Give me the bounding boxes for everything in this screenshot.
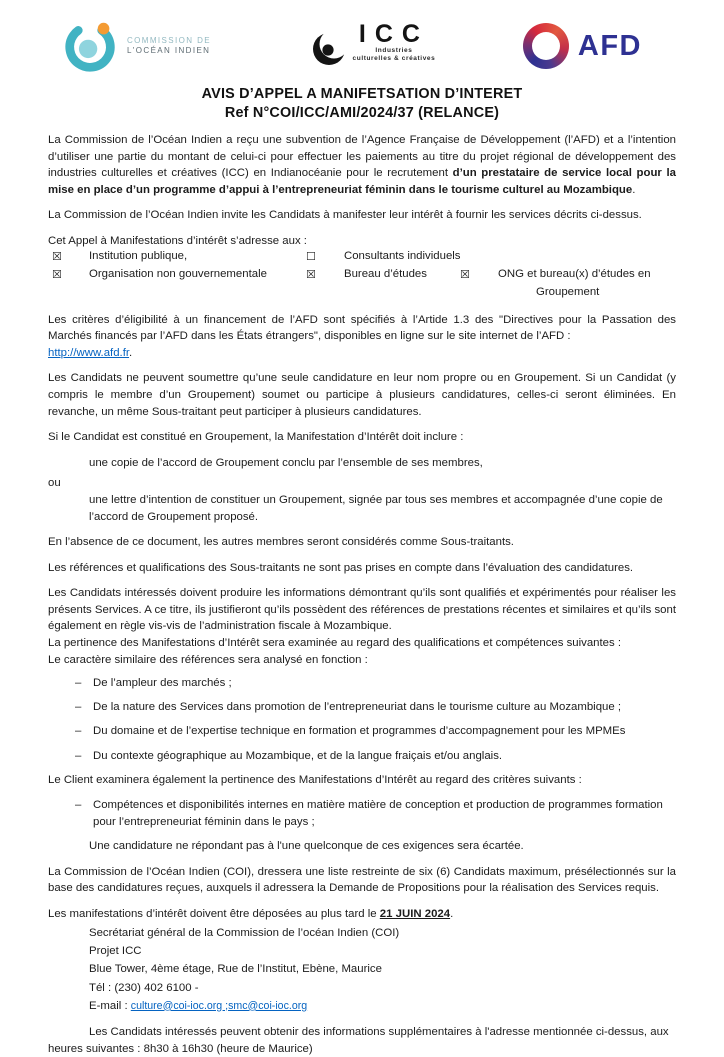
dash-marker: – [75, 701, 82, 714]
checkbox-bureau-etudes: ☒ [306, 267, 316, 281]
checkbox-intro: Cet Appel à Manifestations d’intérêt s’adresse aux : [48, 234, 307, 247]
paragraph-deadline [48, 906, 676, 923]
contact-phone: Tél : (230) 402 6100 - [89, 981, 199, 994]
paragraph-absence-document: En l’absence de ce document, les autres membres seront considérés comme Sous-traitants. [48, 536, 514, 549]
paragraph-references-sous-traitants: Les références et qualifications des Sous-traitants ne sont pas prises en compte dans l’évaluation des candidatures. [48, 561, 634, 574]
afd-ring-icon [523, 23, 569, 69]
checkbox-label-ong-bureau-groupement: ONG et bureau(x) d’études en [498, 267, 651, 280]
coi-logo-text [127, 36, 211, 56]
checkbox-organisation-non-gouvernementale: ☒ [52, 267, 62, 281]
paragraph-subvention-bold: d’un prestataire de service local pour la mise en place d’un programme d’appui à l’entrepreneuriat féminin dans le tourisme culturel au Mozambique [48, 167, 676, 196]
coi-logo-line2: L'OCÉAN INDIEN [127, 46, 211, 55]
contact-email-line [89, 998, 676, 1015]
coi-swirl-icon [62, 17, 120, 75]
paragraph-caractere-similaire: Le caractère similaire des références sera analysé en fonction : [48, 653, 368, 666]
checkbox-consultants-individuels: ☐ [306, 249, 316, 263]
paragraph-candidature-ecartee: Une candidature ne répondant pas à l'une quelconque de ces exigences sera écartée. [89, 839, 524, 852]
afd-logo-title: AFD [577, 29, 642, 62]
coi-logo-line1: COMMISSION DE [127, 36, 211, 45]
contact-email-link[interactable]: culture@coi-ioc.org ;smc@coi-ioc.org [130, 999, 308, 1012]
document-title [48, 85, 676, 123]
client-criteria-item-text: Compétences et disponibilités internes en matière matière de conception et production de programmes formation pour l’entrepreneuriat féminin dans le pays ; [93, 799, 663, 828]
deadline-date: 21 JUIN 2024 [379, 907, 451, 920]
paragraph-criteres-text: Les critères d’éligibilité à un financement de l’AFD sont spécifiés à l’Artide 1.3 des "Directives pour la Passation des Marchés financés par l’AFD dans les États étrangers", disponibles en ligne sur le site internet de l’AFD : [48, 313, 676, 343]
dash-marker: – [75, 749, 82, 762]
contact-secretariat: Secrétariat général de la Commission de l’océan Indien (COI) [89, 927, 400, 940]
checkbox-institution-publique: ☒ [52, 249, 62, 263]
checkbox-label-organisation-non-gouvernementale: Organisation non gouvernementale [89, 267, 267, 280]
deadline-end: . [450, 907, 454, 920]
afd-website-link[interactable]: http://www.afd.fr [48, 346, 130, 359]
paragraph-subvention [48, 132, 676, 198]
deadline-text: Les manifestations d’intérêt doivent être déposées au plus tard le [48, 907, 380, 920]
dash-marker: – [75, 677, 82, 690]
checkbox-label-consultants-individuels: Consultants individuels [344, 249, 461, 262]
dash-marker: – [75, 725, 82, 738]
paragraph-pertinence: La pertinence des Manifestations d’Intérêt sera examinée au regard des qualifications et compétences suivantes : [48, 637, 622, 650]
email-label: E-mail : [89, 999, 131, 1012]
criteria-item [48, 748, 676, 765]
paragraph-ou: ou [48, 477, 61, 490]
client-criteria-list [48, 797, 676, 830]
paragraph-copie-accord: une copie de l’accord de Groupement conclu par l’ensemble de ses membres, [89, 456, 483, 469]
checkbox-label-bureau-etudes: Bureau d’études [344, 267, 427, 280]
dash-marker: – [75, 799, 82, 812]
criteria-item [48, 699, 676, 716]
header-logos [48, 12, 676, 78]
paragraph-subvention-text: La Commission de l’Océan Indien a reçu une subvention de l’Agence Française de Développement (l’AFD) et a l’intention d’utiliser une partie du montant de celui-ci pour effectuer les paiements au titre du projet régional de développement des industries culturelles et créatives (ICC) en Indianocéanie pour le recrutement [48, 134, 676, 180]
checkbox-label-institution-publique: Institution publique, [89, 249, 188, 262]
criteria-item-text: Du contexte géographique au Mozambique, et de la langue fraiçais et/ou anglais. [93, 749, 503, 762]
criteria-item-text: De l’ampleur des marchés ; [93, 677, 232, 690]
paragraph-groupement-intro: Si le Candidat est constitué en Groupement, la Manifestation d’Intérêt doit inclure : [48, 431, 464, 444]
icc-logo-sub1: Industries [375, 47, 413, 54]
icc-logo [313, 21, 436, 71]
icc-logo-sub2: culturelles & créatives [352, 55, 436, 62]
document-title-line1: AVIS D’APPEL A MANIFETSATION D’INTERET [201, 86, 523, 102]
paragraph-lettre-intention: une lettre d’intention de constituer un Groupement, signée par tous ses membres et accompagnée d’une copie de l’accord de Groupement proposé. [89, 493, 663, 523]
paragraph-criteres-end: . [129, 346, 133, 359]
contact-block [89, 925, 676, 1014]
checkbox-ong-bureau-groupement: ☒ [460, 267, 470, 281]
criteria-item [48, 675, 676, 692]
document-title-line2: Ref N°COI/ICC/AMI/2024/37 (RELANCE) [224, 105, 500, 121]
paragraph-candidats-interesses: Les Candidats intéressés doivent produire les informations démontrant qu’ils sont qualifiés et expérimentés pour réaliser les présents Services. A ce titre, ils justifieront qu’ils possèdent des références de prestations récentes et similaires et qu’ils sont également en règle vis-vis de l’administration fiscale à Mozambique. [48, 587, 676, 633]
contact-projet: Projet ICC [89, 945, 142, 958]
paragraph-subvention-end: . [632, 183, 636, 196]
paragraph-criteres-eligibilite [48, 312, 676, 362]
paragraph-client-examinera: Le Client examinera également la pertinence des Manifestations d’Intérêt au regard des critères suivants : [48, 773, 582, 786]
paragraph-invitation: La Commission de l’Océan Indien invite les Candidats à manifester leur intérêt à fournir les services décrits ci-dessus. [48, 209, 642, 222]
criteria-list [48, 675, 676, 764]
paragraph-liste-restreinte: La Commission de l’Océan Indien (COI), dressera une liste restreinte de six (6) Candidats maximum, présélectionnés sur la base des candidatures reçues, auxquels il adressera la Demande de Propositions pour la réalisation des Services requis. [48, 865, 676, 895]
checkbox-label-groupement-line2: Groupement [536, 285, 600, 298]
checkbox-grid [48, 250, 676, 304]
criteria-item [48, 723, 676, 740]
icc-logo-title: ICC [358, 20, 429, 48]
icc-logo-text [353, 21, 436, 63]
afd-logo [523, 23, 642, 69]
contact-address: Blue Tower, 4ème étage, Rue de l’Institut, Ebène, Maurice [89, 963, 382, 976]
icc-crescent-icon [313, 21, 347, 71]
client-criteria-item [48, 797, 676, 830]
criteria-item-text: De la nature des Services dans promotion de l’entrepreneuriat dans le tourisme culture au Mozambique ; [93, 701, 622, 714]
criteria-item-text: Du domaine et de l’expertise technique en formation et programmes d’accompagnement pour les MPMEs [93, 725, 626, 738]
coi-logo [62, 17, 211, 75]
paragraph-candidature-unique: Les Candidats ne peuvent soumettre qu’une seule candidature en leur nom propre ou en Groupement. Si un Candidat (y compris le membre d’un Groupement) soumet ou participe à plusieurs candidatures, celles-ci seront éliminées. En revanche, un même Sous-traitant peut participer à plusieurs candidatures. [48, 372, 676, 418]
paragraph-informations-supplementaires: Les Candidats intéressés peuvent obtenir des informations supplémentaires à l'adresse mentionnée ci-dessus, aux heures suivantes : 8h30 à 16h30 (heure de Maurice) [48, 1026, 669, 1055]
